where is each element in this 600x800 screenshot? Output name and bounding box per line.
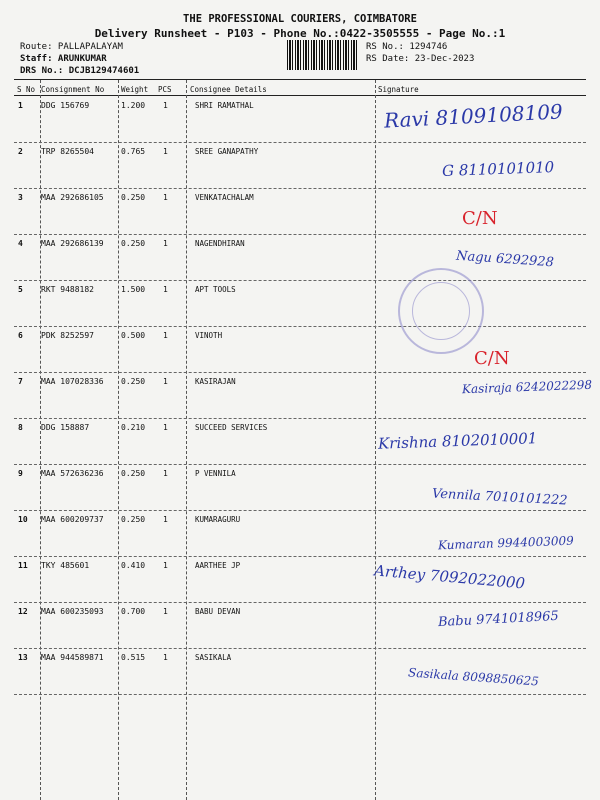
row-weight: 0.250 (121, 469, 146, 478)
row-pcs: 1 (163, 515, 168, 524)
row-weight: 0.515 (121, 653, 146, 662)
row-consignee: P VENNILA (195, 469, 236, 478)
signature-row-11: Arthey 7092022000 (373, 561, 526, 593)
row-consignee: AARTHEE JP (195, 561, 241, 570)
row-weight: 0.250 (121, 515, 146, 524)
row-consignment: MAA 600209737 (41, 515, 104, 524)
drs-number: DRS No.: DCJB129474601 (20, 66, 140, 76)
row-weight: 0.250 (121, 377, 146, 386)
row-consignee: VINOTH (195, 331, 223, 340)
row-weight: 0.250 (121, 239, 146, 248)
row-sno: 10 (18, 515, 28, 524)
col-signature: Signature (378, 85, 419, 94)
row-sno: 4 (18, 239, 23, 248)
row-consignment: MAA 292686139 (41, 239, 104, 248)
row-sno: 5 (18, 285, 23, 294)
table-row (14, 189, 586, 235)
col-consignee: Consignee Details (190, 85, 267, 94)
row-weight: 1.500 (121, 285, 146, 294)
row-pcs: 1 (163, 653, 168, 662)
row-pcs: 1 (163, 239, 168, 248)
row-weight: 0.700 (121, 607, 146, 616)
row-weight: 1.200 (121, 101, 146, 110)
row-weight: 0.250 (121, 193, 146, 202)
row-consignment: DDG 158887 (41, 423, 90, 432)
table-row (14, 373, 586, 419)
table-row (14, 281, 586, 327)
row-sno: 3 (18, 193, 23, 202)
row-consignee: SASIKALA (195, 653, 232, 662)
col-pcs: PCS (158, 85, 172, 94)
row-consignment: DDG 156769 (41, 101, 90, 110)
header-bottom-rule (14, 95, 586, 96)
row-pcs: 1 (163, 423, 168, 432)
row-consignee: VENKATACHALAM (195, 193, 254, 202)
row-consignee: SHRI RAMATHAL (195, 101, 254, 110)
row-weight: 0.765 (121, 147, 146, 156)
row-sno: 11 (18, 561, 28, 570)
row-consignment: MAA 944589871 (41, 653, 104, 662)
row-sno: 12 (18, 607, 28, 616)
row-sno: 13 (18, 653, 28, 662)
header-top-rule (14, 79, 586, 80)
row-pcs: 1 (163, 607, 168, 616)
row-consignee: APT TOOLS (195, 285, 236, 294)
signature-row-9: Vennila 7010101222 (431, 486, 568, 509)
company-title: THE PROFESSIONAL COURIERS, COIMBATORE (183, 13, 417, 25)
row-pcs: 1 (163, 469, 168, 478)
row-divider (14, 694, 586, 695)
row-pcs: 1 (163, 331, 168, 340)
row-pcs: 1 (163, 101, 168, 110)
row-consignment: MAA 292686105 (41, 193, 104, 202)
signature-row-12: Babu 9741018965 (437, 608, 560, 631)
row-consignee: SREE GANAPATHY (195, 147, 259, 156)
row-consignment: TKY 485601 (41, 561, 90, 570)
rs-number: RS No.: 1294746 (366, 42, 448, 52)
row-sno: 8 (18, 423, 23, 432)
row-consignee: KASIRAJAN (195, 377, 236, 386)
row-pcs: 1 (163, 377, 168, 386)
signature-row-1: Ravi 8109108109 (383, 99, 564, 133)
barcode-image (287, 40, 359, 70)
row-consignment: MAA 600235093 (41, 607, 104, 616)
row-sno: 1 (18, 101, 23, 110)
signature-row-6: C/N (474, 348, 510, 369)
signature-row-4: Nagu 6292928 (455, 248, 555, 271)
col-sno: S No (17, 85, 36, 94)
row-consignee: NAGENDHIRAN (195, 239, 245, 248)
staff-label: Staff: ARUNKUMAR (20, 54, 107, 64)
row-pcs: 1 (163, 193, 168, 202)
col-weight: Weight (121, 85, 149, 94)
row-consignee: SUCCEED SERVICES (195, 423, 268, 432)
runsheet-subtitle: Delivery Runsheet - P103 - Phone No.:0422-3505555 - Page No.:1 (94, 27, 506, 40)
signature-row-7: Kasiraja 6242022298 (461, 377, 593, 397)
row-pcs: 1 (163, 147, 168, 156)
row-consignee: BABU DEVAN (195, 607, 241, 616)
row-sno: 6 (18, 331, 23, 340)
row-sno: 9 (18, 469, 23, 478)
route-label: Route: PALLAPALAYAM (20, 42, 123, 52)
row-pcs: 1 (163, 285, 168, 294)
signature-row-2: G 8110101010 (441, 158, 555, 180)
row-weight: 0.210 (121, 423, 146, 432)
row-pcs: 1 (163, 561, 168, 570)
row-consignment: PDK 8252597 (41, 331, 94, 340)
row-consignment: TRP 8265504 (41, 147, 94, 156)
col-consignment: Consignment No (41, 85, 105, 94)
rs-date: RS Date: 23-Dec-2023 (366, 54, 475, 64)
signature-row-3: C/N (462, 208, 498, 229)
delivery-stamp (398, 268, 484, 354)
row-weight: 0.500 (121, 331, 146, 340)
row-consignment: RKT 9488182 (41, 285, 94, 294)
signature-row-8: Krishna 8102010001 (377, 429, 538, 453)
row-consignment: MAA 107028336 (41, 377, 104, 386)
row-consignee: KUMARAGURU (195, 515, 241, 524)
row-sno: 2 (18, 147, 23, 156)
row-consignment: MAA 572636236 (41, 469, 104, 478)
row-weight: 0.410 (121, 561, 146, 570)
signature-row-10: Kumaran 9944003009 (437, 533, 574, 553)
signature-row-13: Sasikala 8098850625 (407, 665, 540, 689)
row-sno: 7 (18, 377, 23, 386)
